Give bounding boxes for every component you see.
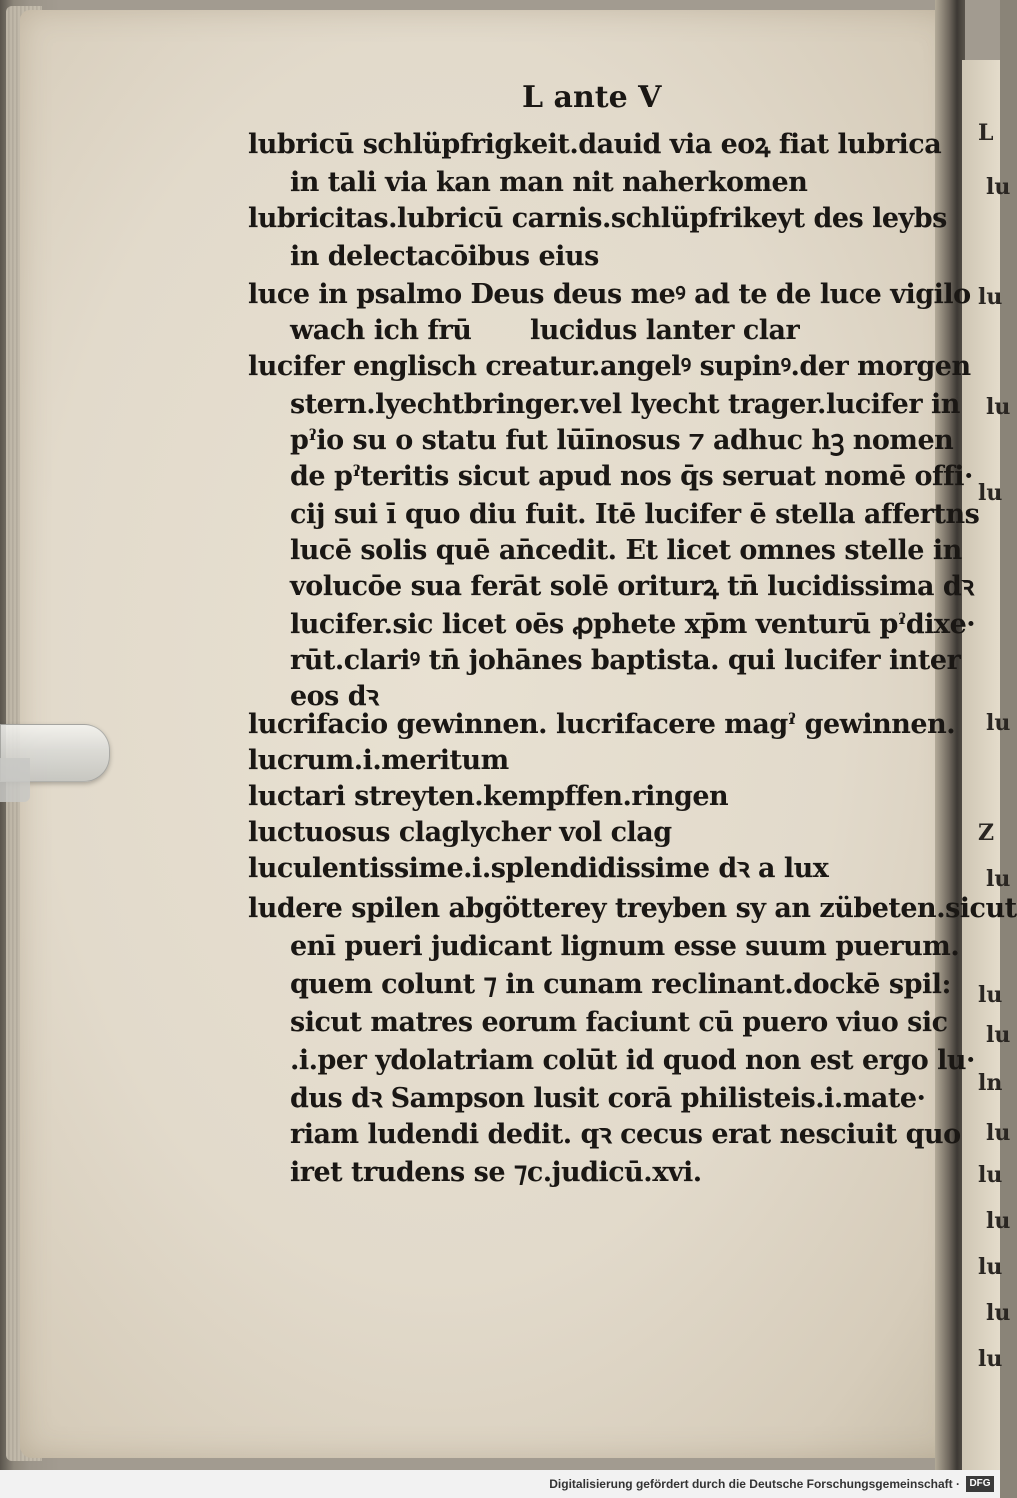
facing-page-fragment: lu — [986, 1120, 1011, 1146]
text-line: luce in psalmo Deus deus meꝰ ad te de luce vigilo — [248, 279, 971, 310]
facing-page-fragment: L — [978, 120, 994, 146]
text-line: rūt.clariꝰ tn̄ johānes baptista. qui lucifer inter — [290, 645, 961, 676]
text-line: luctari streyten.kempffen.ringen — [248, 781, 729, 812]
facing-page-fragment: lu — [986, 1022, 1011, 1048]
facing-page-fragment: lu — [978, 480, 1003, 506]
text-line: riam ludendi dedit. qꝛ cecus erat nesciuit quo — [290, 1119, 961, 1150]
text-line: iret trudens se ⁊c.judicū.xvi. — [290, 1157, 702, 1188]
text-line: in delectacōibus eius — [290, 241, 599, 272]
facing-page-fragment: lu — [986, 394, 1011, 420]
text-line: de pˀteritis sicut apud nos q̄s seruat nomē offi· — [290, 461, 973, 492]
text-line: luculentissime.i.splendidissime dꝛ a lux — [248, 853, 829, 884]
facing-page-fragment: lu — [986, 1300, 1011, 1326]
text-line: cij sui ī quo diu fuit. Itē lucifer ē stella affertns — [290, 499, 980, 530]
text-line: lucifer englisch creatur.angelꝰ supinꝰ.der morgen — [248, 351, 971, 382]
facing-page-fragment: lu — [978, 284, 1003, 310]
text-line: enī pueri judicant lignum esse suum puerum. — [290, 931, 960, 962]
text-line: dus dꝛ Sampson lusit corā philisteis.i.mate· — [290, 1083, 926, 1114]
text-line: ludere spilen abgötterey treyben sy an zübeten.sicut — [248, 893, 1017, 924]
facing-page-fragment: lu — [986, 866, 1011, 892]
footer-bar — [0, 1470, 1000, 1498]
facing-page-fragment: lu — [986, 174, 1011, 200]
facing-page-fragment: lu — [978, 1162, 1003, 1188]
text-line: in tali via kan man nit naherkomen — [290, 167, 808, 198]
facing-page-fragment: ln — [978, 1070, 1003, 1096]
facing-page-fragment: lu — [978, 982, 1003, 1008]
text-line: lucidus lanter clar — [530, 315, 800, 346]
text-line: eos dꝛ — [290, 681, 379, 712]
text-line: luctuosus claglycher vol clag — [248, 817, 672, 848]
dfg-logo: DFG — [966, 1476, 994, 1492]
text-line: sicut matres eorum faciunt cū puero viuo sic — [290, 1007, 948, 1038]
page-header: L ante V — [522, 80, 662, 115]
text-line: lucrum.i.meritum — [248, 745, 509, 776]
text-line: stern.lyechtbringer.vel lyecht trager.lucifer in — [290, 389, 960, 420]
text-line: quem colunt ⁊ in cunam reclinant.dockē spil: — [290, 969, 951, 1000]
text-line: pˀio su o statu fut lūīnosus ⁊ adhuc hꝫ nomen — [290, 425, 954, 456]
text-line: lubricitas.lubricū carnis.schlüpfrikeyt des leybs — [248, 203, 947, 234]
text-line: volucōe sua ferāt solē oriturꝝ tn̄ lucidissima dꝛ — [290, 571, 974, 602]
text-line: wach ich frū — [290, 315, 472, 346]
text-line: lucifer.sic licet oēs ꝓphete xp̄m venturū pˀdixe· — [290, 609, 976, 640]
facing-page-fragment: lu — [986, 1208, 1011, 1234]
text-line: .i.per ydolatriam colūt id quod non est ergo lu· — [290, 1045, 975, 1076]
plastic-clip-tab — [0, 758, 30, 802]
text-line: lubricū schlüpfrigkeit.dauid via eoꝝ fiat lubrica — [248, 129, 942, 160]
facing-page-fragment: lu — [986, 710, 1011, 736]
facing-page-fragment: lu — [978, 1254, 1003, 1280]
facing-page-fragment: Z — [978, 820, 995, 846]
footer-credit: Digitalisierung gefördert durch die Deutsche Forschungsgemeinschaft · — [549, 1477, 960, 1491]
text-line: lucrifacio gewinnen. lucrifacere magˀ gewinnen. — [248, 709, 956, 740]
text-line: lucē solis quē an̄cedit. Et licet omnes stelle in — [290, 535, 962, 566]
facing-page-fragment: lu — [978, 1346, 1003, 1372]
